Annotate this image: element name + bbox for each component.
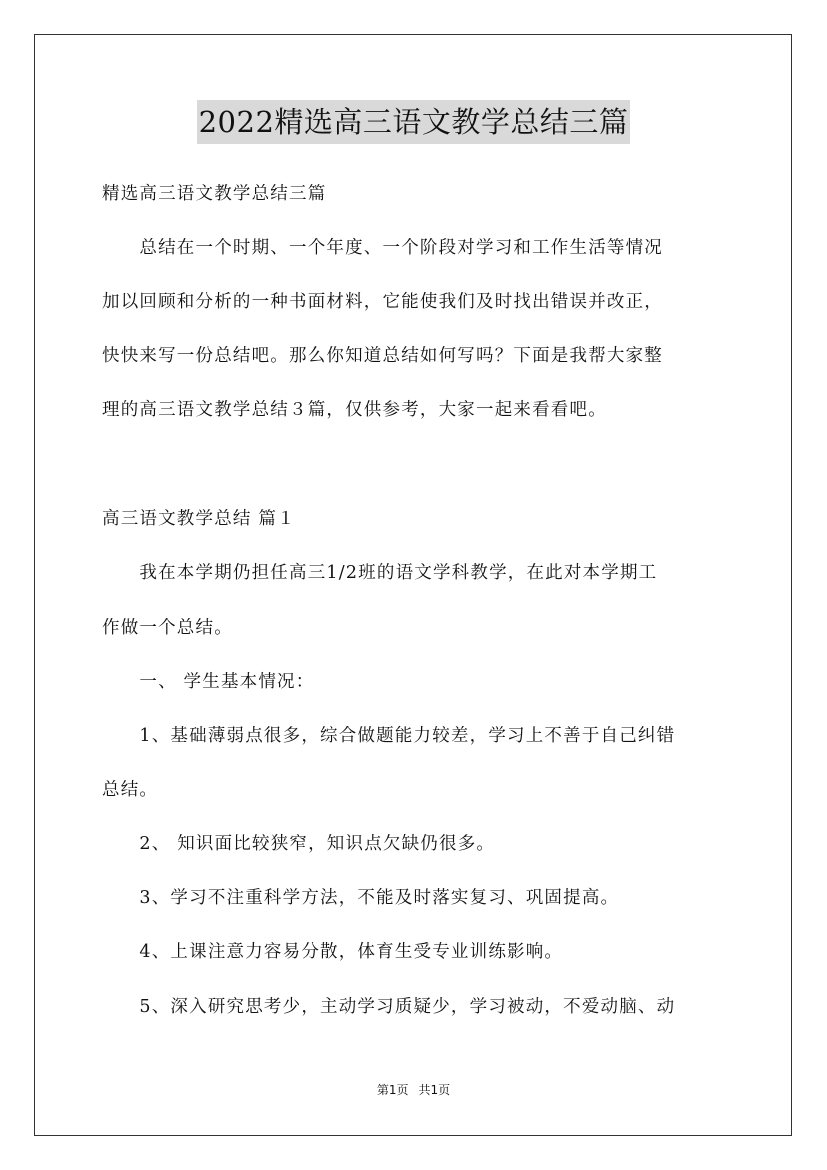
intro-line: 理的高三语文教学总结３篇，仅供参考，大家一起来看看吧。 xyxy=(102,400,607,420)
body-line: 一、 学生基本情况： xyxy=(102,672,315,692)
body-line: 我在本学期仍担任高三1/2班的语文学科教学，在此对本学期工 xyxy=(102,563,658,583)
page-total: 共1页 xyxy=(418,1083,451,1097)
body-line: 1、基础薄弱点很多，综合做题能力较差，学习上不善于自己纠错 xyxy=(102,726,676,746)
title-wrap xyxy=(0,100,827,144)
intro-line: 快快来写一份总结吧。那么你知道总结如何写吗？下面是我帮大家整 xyxy=(102,346,663,366)
document-title: 2022精选高三语文教学总结三篇 xyxy=(197,100,631,144)
page-number: 第1页 xyxy=(376,1083,409,1097)
body-line: 3、学习不注重科学方法，不能及时落实复习、巩固提高。 xyxy=(102,888,620,908)
body-line: 2、 知识面比较狭窄，知识点欠缺仍很多。 xyxy=(102,834,496,854)
section-heading: 高三语文教学总结 篇１ xyxy=(102,509,296,529)
body-line: 作做一个总结。 xyxy=(102,618,233,638)
body-line: 4、上课注意力容易分散，体育生受专业训练影响。 xyxy=(102,942,564,962)
page-footer xyxy=(0,1082,827,1098)
body-line: 总结。 xyxy=(102,780,159,800)
body-line: 5、深入研究思考少，主动学习质疑少，学习被动，不爱动脑、动 xyxy=(102,997,676,1017)
intro-line: 加以回顾和分析的一种书面材料，它能使我们及时找出错误并改正， xyxy=(102,292,663,312)
intro-line: 总结在一个时期、一个年度、一个阶段对学习和工作生活等情况 xyxy=(102,238,663,258)
document-subtitle: 精选高三语文教学总结三篇 xyxy=(102,184,327,204)
